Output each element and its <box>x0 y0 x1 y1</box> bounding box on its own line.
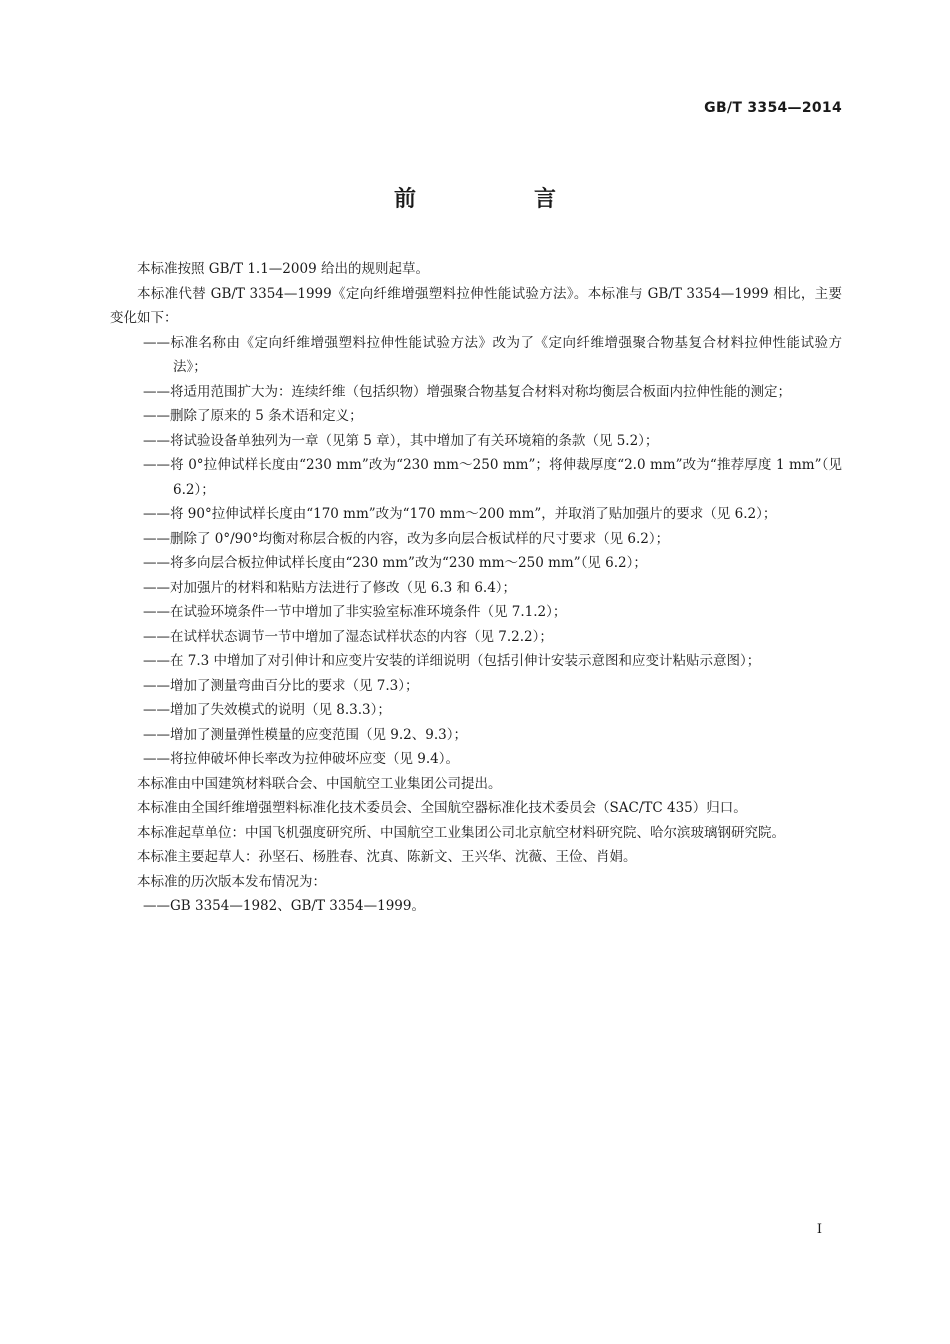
history-heading-paragraph: 本标准的历次版本发布情况为： <box>137 873 326 890</box>
page-title: 前 言 <box>393 187 604 212</box>
change-item: ——将 90°拉伸试样长度由“170 mm”改为“170 mm～200 mm”，并取消了贴加强片的要求（见 6.2）； <box>143 506 777 522</box>
foreword-body <box>110 257 842 919</box>
page-number: I <box>816 1222 822 1237</box>
change-item: ——标准名称由《定向纤维增强塑料拉伸性能试验方法》改为了《定向纤维增强聚合物基复合材料拉伸性能试验方法》； <box>143 334 842 375</box>
change-item: ——在试样状态调节一节中增加了湿态试样状态的内容（见 7.2.2）； <box>143 628 553 645</box>
change-item: ——增加了测量弯曲百分比的要求（见 7.3）； <box>143 677 419 694</box>
change-item: ——将适用范围扩大为：连续纤维（包括织物）增强聚合物基复合材料对称均衡层合板面内拉伸性能的测定； <box>143 383 791 400</box>
change-item: ——在 7.3 中增加了对引伸计和应变片安装的详细说明（包括引伸计安装示意图和应变计粘贴示意图）； <box>143 653 761 669</box>
change-item: ——对加强片的材料和粘贴方法进行了修改（见 6.3 和 6.4）； <box>143 579 517 596</box>
change-item: ——增加了失效模式的说明（见 8.3.3）； <box>143 702 391 718</box>
change-item: ——将试验设备单独列为一章（见第 5 章），其中增加了有关环境箱的条款（见 5.2）； <box>143 432 659 449</box>
proposer-paragraph: 本标准由中国建筑材料联合会、中国航空工业集团公司提出。 <box>137 775 502 792</box>
change-item: ——增加了测量弹性模量的应变范围（见 9.2、9.3）； <box>143 726 467 743</box>
change-item: ——将拉伸破坏伸长率改为拉伸破坏应变（见 9.4）。 <box>143 751 460 767</box>
history-item: ——GB 3354—1982、GB/T 3354—1999。 <box>143 898 425 914</box>
drafters-paragraph: 本标准主要起草人：孙坚石、杨胜春、沈真、陈新文、王兴华、沈薇、王俭、肖娟。 <box>137 849 637 865</box>
administration-paragraph: 本标准由全国纤维增强塑料标准化技术委员会、全国航空器标准化技术委员会（SAC/TC 435）归口。 <box>137 800 747 816</box>
change-item: ——删除了原来的 5 条术语和定义； <box>143 408 363 424</box>
drafting-units-paragraph: 本标准起草单位：中国飞机强度研究所、中国航空工业集团公司北京航空材料研究院、哈尔滨玻璃钢研究院。 <box>137 824 785 841</box>
change-item: ——在试验环境条件一节中增加了非实验室标准环境条件（见 7.1.2）； <box>143 604 567 620</box>
replacement-paragraph: 本标准代替 GB/T 3354—1999《定向纤维增强塑料拉伸性能试验方法》。本标准与 GB/T 3354—1999 相比，主要变化如下： <box>110 285 842 326</box>
change-item: ——将 0°拉伸试样长度由“230 mm”改为“230 mm～250 mm”；将伸裁厚度“2.0 mm”改为“推荐厚度 1 mm”（见 6.2）； <box>143 457 842 498</box>
drafting-rule-paragraph: 本标准按照 GB/T 1.1—2009 给出的规则起草。 <box>137 261 429 277</box>
standard-code: GB/T 3354—2014 <box>704 100 842 116</box>
change-item: ——删除了 0°/90°均衡对称层合板的内容，改为多向层合板试样的尺寸要求（见 6.2）； <box>143 530 670 547</box>
change-item: ——将多向层合板拉伸试样长度由“230 mm”改为“230 mm～250 mm”（见 6.2）； <box>143 555 647 571</box>
